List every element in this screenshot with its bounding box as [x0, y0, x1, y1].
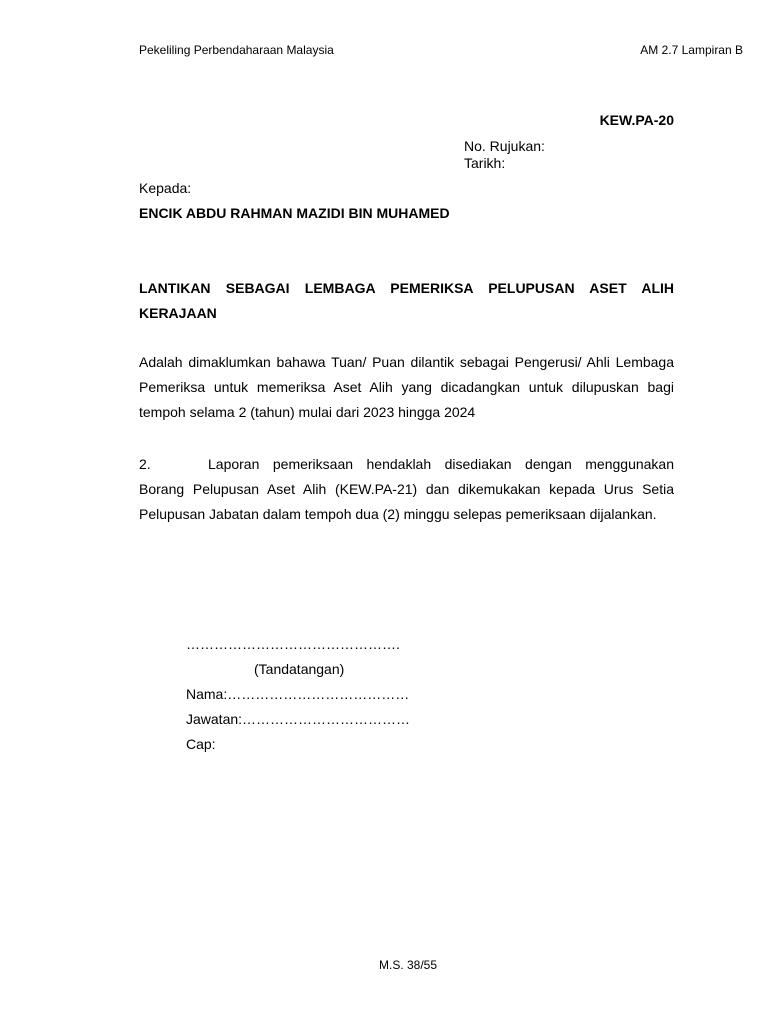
signature-block	[186, 632, 410, 757]
paragraph-2	[139, 452, 674, 527]
reference-number-label: No. Rujukan:	[464, 138, 545, 154]
page-number: M.S. 38/55	[378, 958, 438, 972]
paragraph-2-number: 2.	[139, 456, 151, 472]
date-label: Tarikh:	[464, 155, 506, 171]
addressee-label: Kepada:	[139, 180, 192, 196]
addressee-name: ENCIK ABDU RAHMAN MAZIDI BIN MUHAMED	[139, 205, 450, 221]
signature-line: ……………………………………….	[186, 636, 400, 652]
letter-title: LANTIKAN SEBAGAI LEMBAGA PEMERIKSA PELUPUSAN ASET ALIH KERAJAAN	[139, 280, 674, 321]
paragraph-2-text: Laporan pemeriksaan hendaklah disediakan dengan menggunakan Borang Pelupusan Aset Alih (KEW.PA-21) dan dikemukakan kepada Urus Setia Pelupusan Jabatan dalam tempoh dua (2) minggu selepas pemeriksaan dijalankan.	[139, 456, 674, 522]
position-field: Jawatan:………………………………	[186, 711, 411, 727]
header-left-text: Pekeliling Perbendaharaan Malaysia	[139, 43, 334, 57]
stamp-field: Cap:	[186, 736, 216, 752]
reference-block	[464, 138, 545, 172]
signature-label: (Tandatangan)	[254, 661, 345, 677]
name-field: Nama:…………………………………	[186, 686, 410, 702]
header-right-text: AM 2.7 Lampiran B	[640, 43, 743, 57]
paragraph-1: Adalah dimaklumkan bahawa Tuan/ Puan dilantik sebagai Pengerusi/ Ahli Lembaga Pemeriksa untuk memeriksa Aset Alih yang dicadangkan untuk dilupuskan bagi tempoh selama 2 (tahun) mulai dari 2023 hingga 2024	[139, 354, 674, 420]
form-code: KEW.PA-20	[599, 112, 674, 128]
